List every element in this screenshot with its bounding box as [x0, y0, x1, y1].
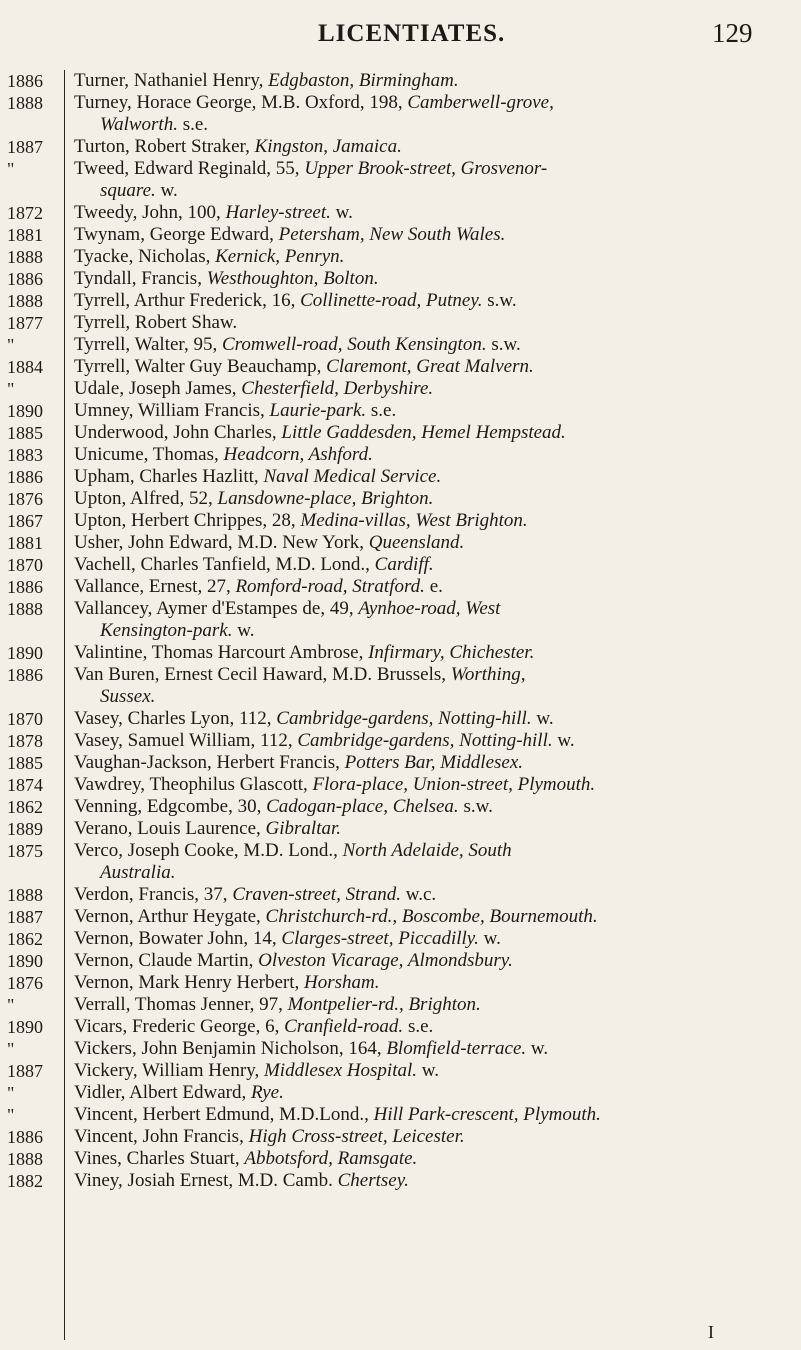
- entry-name: Udale, Joseph James,: [74, 378, 242, 399]
- entry-year: 1889: [7, 819, 43, 839]
- entry-year: 1887: [7, 137, 43, 157]
- entry-address: Cromwell-road, South Kensington.: [221, 334, 487, 355]
- entry-text: [59, 334, 801, 356]
- entry-address: Worthing,: [450, 664, 526, 685]
- entry-year: 1888: [7, 247, 43, 267]
- entry-name: Unicume, Thomas,: [74, 444, 224, 465]
- entry-text: [59, 532, 801, 554]
- entry-address: Petersham, New South Wales.: [278, 224, 506, 245]
- entry-name: Viney, Josiah Ernest, M.D. Camb.: [74, 1170, 338, 1191]
- entry-text: [59, 290, 801, 312]
- entry-address: Romford-road, Stratford.: [235, 576, 425, 597]
- entry-name: Tyrrell, Robert Shaw.: [74, 312, 238, 333]
- entry-continuation: Sussex.: [100, 686, 156, 707]
- entry-name: Verano, Louis Laurence,: [74, 818, 266, 839]
- entry-year: 1886: [7, 665, 43, 685]
- entry-text: [59, 202, 801, 224]
- list-item: [0, 928, 801, 950]
- entry-name: Verdon, Francis, 37,: [74, 884, 233, 905]
- entry-name: Verco, Joseph Cooke, M.D. Lond.,: [74, 840, 343, 861]
- entry-year: 1890: [7, 401, 43, 421]
- list-item: [0, 1148, 801, 1170]
- entry-text: [59, 884, 801, 906]
- entry-year: 1877: [7, 313, 43, 333]
- entry-address: Hill Park-crescent, Plymouth.: [373, 1104, 601, 1125]
- entry-name: Upton, Alfred, 52,: [74, 488, 218, 509]
- list-item: [0, 1016, 801, 1038]
- entry-address: Potters Bar, Middlesex.: [344, 752, 524, 773]
- entry-year: 1867: [7, 511, 43, 531]
- entry-address: High Cross-street, Leicester.: [248, 1126, 465, 1147]
- entry-address: Christchurch-rd., Boscombe, Bournemouth.: [265, 906, 598, 927]
- entry-address: Rye.: [250, 1082, 284, 1103]
- entry-name: Usher, John Edward, M.D. New York,: [74, 532, 369, 553]
- entry-name: Valintine, Thomas Harcourt Ambrose,: [74, 642, 369, 663]
- list-item: [0, 268, 801, 290]
- entry-year: 1862: [7, 797, 43, 817]
- list-item: [0, 356, 801, 378]
- entry-text: [59, 510, 801, 532]
- entry-year: 1886: [7, 71, 43, 91]
- entry-address: Camberwell-grove,: [407, 92, 554, 113]
- entry-district: w.: [330, 202, 353, 223]
- entry-name: Vines, Charles Stuart,: [74, 1148, 245, 1169]
- list-item: [0, 400, 801, 422]
- list-item: [0, 1104, 801, 1126]
- entry-name: Turner, Nathaniel Henry,: [74, 70, 269, 91]
- entry-year: 1884: [7, 357, 43, 377]
- entry-district: s.e.: [403, 1016, 434, 1037]
- entry-text: [59, 1170, 801, 1192]
- list-item: [0, 972, 801, 994]
- entry-name: Vasey, Samuel William, 112,: [74, 730, 298, 751]
- entry-address: Lansdowne-place, Brighton.: [217, 488, 434, 509]
- entry-address: Montpelier-rd., Brighton.: [287, 994, 481, 1015]
- entry-year: 1885: [7, 423, 43, 443]
- entry-text: [59, 1126, 801, 1148]
- entry-address: Cardiff.: [374, 554, 434, 575]
- entry-address: Harley-street.: [225, 202, 331, 223]
- list-item: [0, 488, 801, 510]
- list-item: [0, 70, 801, 92]
- list-item: [0, 224, 801, 246]
- entry-district: s.w.: [486, 334, 521, 355]
- entry-name: Vallance, Ernest, 27,: [74, 576, 236, 597]
- entry-text: [59, 1148, 801, 1170]
- entry-year: 1890: [7, 951, 43, 971]
- entry-name: Vernon, Bowater John, 14,: [74, 928, 282, 949]
- entry-address: Medina-villas, West Brighton.: [300, 510, 528, 531]
- list-item: [0, 950, 801, 972]
- list-item: [0, 466, 801, 488]
- entry-text: [59, 642, 801, 664]
- entry-year: 1886: [7, 577, 43, 597]
- list-item: [0, 708, 801, 730]
- entry-year: ": [7, 1039, 15, 1059]
- entry-year: 1876: [7, 489, 43, 509]
- list-item: [0, 730, 801, 752]
- entry-name: Vincent, John Francis,: [74, 1126, 249, 1147]
- list-item: [0, 158, 801, 202]
- entry-name: Vernon, Claude Martin,: [74, 950, 259, 971]
- entry-district: e.: [424, 576, 443, 597]
- entry-name: Vidler, Albert Edward,: [74, 1082, 251, 1103]
- entry-address: Queensland.: [368, 532, 465, 553]
- entry-address: Cadogan-place, Chelsea.: [266, 796, 459, 817]
- entry-year: 1872: [7, 203, 43, 223]
- entry-name: Verrall, Thomas Jenner, 97,: [74, 994, 288, 1015]
- list-item: [0, 1126, 801, 1148]
- list-item: [0, 312, 801, 334]
- entry-text: [59, 994, 801, 1016]
- entry-year: ": [7, 1105, 15, 1125]
- entry-address: Flora-place, Union-street, Plymouth.: [312, 774, 596, 795]
- entry-address: Collinette-road, Putney.: [300, 290, 483, 311]
- list-item: [0, 334, 801, 356]
- entry-address: Aynhoe-road, West: [358, 598, 501, 619]
- list-item: [0, 510, 801, 532]
- list-item: [0, 576, 801, 598]
- entry-text: [59, 906, 801, 928]
- entry-year: 1886: [7, 1127, 43, 1147]
- entry-text: [59, 246, 801, 268]
- entry-name: Tyndall, Francis,: [74, 268, 207, 289]
- entry-name: Upton, Herbert Chrippes, 28,: [74, 510, 301, 531]
- entry-year: 1875: [7, 841, 43, 861]
- entry-continuation: Walworth. s.e.: [100, 114, 209, 135]
- entry-text: [59, 224, 801, 246]
- entry-year: 1887: [7, 907, 43, 927]
- entry-address: Chesterfield, Derbyshire.: [241, 378, 434, 399]
- running-head: LICENTIATES.: [318, 20, 506, 47]
- entry-year: 1878: [7, 731, 43, 751]
- entry-name: Tweed, Edward Reginald, 55,: [74, 158, 305, 179]
- page-number: 129: [712, 18, 753, 48]
- entry-name: Vincent, Herbert Edmund, M.D.Lond.,: [74, 1104, 374, 1125]
- licentiates-list: [0, 70, 801, 1192]
- entry-district: w.: [478, 928, 501, 949]
- entry-text: [59, 928, 801, 950]
- entry-name: Vallancey, Aymer d'Estampes de, 49,: [74, 598, 359, 619]
- list-item: [0, 202, 801, 224]
- entry-name: Umney, William Francis,: [74, 400, 270, 421]
- entry-address: Laurie-park.: [269, 400, 367, 421]
- entry-text: [59, 1016, 801, 1038]
- entry-text: [59, 422, 801, 444]
- list-item: [0, 378, 801, 400]
- list-item: [0, 752, 801, 774]
- entry-text: [59, 554, 801, 576]
- entry-text: [59, 1082, 801, 1104]
- entry-text: [59, 664, 801, 708]
- entry-text: [59, 840, 801, 884]
- entry-address: Upper Brook-street, Grosvenor-: [304, 158, 548, 179]
- entry-year: 1883: [7, 445, 43, 465]
- entry-name: Vickery, William Henry,: [74, 1060, 264, 1081]
- entry-name: Turton, Robert Straker,: [74, 136, 255, 157]
- list-item: [0, 664, 801, 708]
- page-header: [0, 14, 801, 54]
- entry-name: Turney, Horace George, M.B. Oxford, 198,: [74, 92, 408, 113]
- entry-district: s.e.: [366, 400, 397, 421]
- entry-name: Vickers, John Benjamin Nicholson, 164,: [74, 1038, 387, 1059]
- list-item: [0, 1038, 801, 1060]
- entry-text: [59, 818, 801, 840]
- entry-text: [59, 1060, 801, 1082]
- entry-text: [59, 400, 801, 422]
- list-item: [0, 1082, 801, 1104]
- entry-year: 1876: [7, 973, 43, 993]
- entry-name: Tyacke, Nicholas,: [74, 246, 216, 267]
- entry-name: Twynam, George Edward,: [74, 224, 279, 245]
- list-item: [0, 840, 801, 884]
- entry-year: 1885: [7, 753, 43, 773]
- entry-text: [59, 774, 801, 796]
- list-item: [0, 246, 801, 268]
- entry-year: ": [7, 379, 15, 399]
- list-item: [0, 884, 801, 906]
- list-item: [0, 290, 801, 312]
- entry-address: Infirmary, Chichester.: [368, 642, 535, 663]
- entry-name: Venning, Edgcombe, 30,: [74, 796, 267, 817]
- entry-district: w.: [417, 1060, 440, 1081]
- entry-address: Gibraltar.: [265, 818, 342, 839]
- entry-name: Tyrrell, Walter Guy Beauchamp,: [74, 356, 327, 377]
- entry-year: 1890: [7, 1017, 43, 1037]
- entry-address: Cambridge-gardens, Notting-hill.: [276, 708, 532, 729]
- entry-year: ": [7, 995, 15, 1015]
- list-item: [0, 532, 801, 554]
- entry-address: Kernick, Penryn.: [215, 246, 345, 267]
- entry-name: Tyrrell, Walter, 95,: [74, 334, 222, 355]
- list-item: [0, 444, 801, 466]
- entry-name: Upham, Charles Hazlitt,: [74, 466, 264, 487]
- entry-year: 1890: [7, 643, 43, 663]
- entry-address: Cranfield-road.: [284, 1016, 404, 1037]
- entry-year: 1888: [7, 599, 43, 619]
- entry-year: 1870: [7, 555, 43, 575]
- entry-year: 1870: [7, 709, 43, 729]
- list-item: [0, 1060, 801, 1082]
- entry-address: Horsham.: [304, 972, 380, 993]
- entry-name: Vasey, Charles Lyon, 112,: [74, 708, 277, 729]
- entry-year: 1887: [7, 1061, 43, 1081]
- entry-name: Tweedy, John, 100,: [74, 202, 226, 223]
- entry-name: Underwood, John Charles,: [74, 422, 282, 443]
- entry-year: 1862: [7, 929, 43, 949]
- entry-address: Edgbaston, Birmingham.: [268, 70, 459, 91]
- entry-text: [59, 466, 801, 488]
- entry-text: [59, 752, 801, 774]
- list-item: [0, 1170, 801, 1192]
- entry-district: w.: [526, 1038, 549, 1059]
- entry-address: Olveston Vicarage, Almondsbury.: [258, 950, 513, 971]
- entry-address: Cambridge-gardens, Notting-hill.: [297, 730, 553, 751]
- entry-text: [59, 598, 801, 642]
- entry-continuation: square. w.: [100, 180, 178, 201]
- entry-year: ": [7, 1083, 15, 1103]
- entry-text: [59, 1038, 801, 1060]
- entry-text: [59, 1104, 801, 1126]
- entry-year: 1874: [7, 775, 43, 795]
- entry-text: [59, 70, 801, 92]
- entry-district: w.c.: [401, 884, 437, 905]
- entry-address: Middlesex Hospital.: [263, 1060, 418, 1081]
- entry-district: s.w.: [458, 796, 493, 817]
- entry-year: 1881: [7, 225, 43, 245]
- entry-year: ": [7, 159, 15, 179]
- entry-year: 1888: [7, 93, 43, 113]
- list-item: [0, 906, 801, 928]
- entry-address: North Adelaide, South: [342, 840, 512, 861]
- entry-address: Chertsey.: [337, 1170, 409, 1191]
- entry-text: [59, 972, 801, 994]
- entry-address: Claremont, Great Malvern.: [326, 356, 534, 377]
- entry-address: Little Gaddesden, Hemel Hempstead.: [281, 422, 566, 443]
- entry-year: 1888: [7, 885, 43, 905]
- list-item: [0, 774, 801, 796]
- list-item: [0, 818, 801, 840]
- list-item: [0, 642, 801, 664]
- entry-year: 1888: [7, 291, 43, 311]
- entry-address: Westhoughton, Bolton.: [206, 268, 379, 289]
- entry-name: Tyrrell, Arthur Frederick, 16,: [74, 290, 301, 311]
- entry-text: [59, 92, 801, 136]
- entry-text: [59, 312, 801, 334]
- list-item: [0, 554, 801, 576]
- list-item: [0, 422, 801, 444]
- entry-address: Abbotsford, Ramsgate.: [244, 1148, 418, 1169]
- entry-name: Vaughan-Jackson, Herbert Francis,: [74, 752, 345, 773]
- entry-address: Blomfield-terrace.: [386, 1038, 527, 1059]
- entry-district: w.: [552, 730, 575, 751]
- list-item: [0, 136, 801, 158]
- entry-text: [59, 576, 801, 598]
- entry-text: [59, 708, 801, 730]
- entry-continuation: Kensington-park. w.: [100, 620, 255, 641]
- entry-district: s.w.: [482, 290, 517, 311]
- entry-year: 1888: [7, 1149, 43, 1169]
- entry-text: [59, 378, 801, 400]
- list-item: [0, 994, 801, 1016]
- entry-text: [59, 488, 801, 510]
- entry-text: [59, 730, 801, 752]
- entry-name: Van Buren, Ernest Cecil Haward, M.D. Brussels,: [74, 664, 451, 685]
- entry-text: [59, 356, 801, 378]
- entry-text: [59, 796, 801, 818]
- entry-name: Vernon, Mark Henry Herbert,: [74, 972, 305, 993]
- entry-year: ": [7, 335, 15, 355]
- entry-text: [59, 136, 801, 158]
- entry-address: Kingston, Jamaica.: [254, 136, 402, 157]
- entry-district: w.: [531, 708, 554, 729]
- entry-year: 1882: [7, 1171, 43, 1191]
- entry-name: Vawdrey, Theophilus Glascott,: [74, 774, 313, 795]
- entry-text: [59, 444, 801, 466]
- list-item: [0, 598, 801, 642]
- entry-name: Vachell, Charles Tanfield, M.D. Lond.,: [74, 554, 375, 575]
- entry-address: Craven-street, Strand.: [232, 884, 402, 905]
- entry-address: Clarges-street, Piccadilly.: [281, 928, 479, 949]
- signature-mark: I: [708, 1322, 714, 1342]
- entry-year: 1886: [7, 467, 43, 487]
- entry-text: [59, 950, 801, 972]
- list-item: [0, 92, 801, 136]
- entry-address: Headcorn, Ashford.: [223, 444, 373, 465]
- entry-address: Naval Medical Service.: [263, 466, 442, 487]
- list-item: [0, 796, 801, 818]
- entry-name: Vernon, Arthur Heygate,: [74, 906, 266, 927]
- entry-year: 1886: [7, 269, 43, 289]
- entry-continuation: Australia.: [100, 862, 176, 883]
- entry-year: 1881: [7, 533, 43, 553]
- entry-name: Vicars, Frederic George, 6,: [74, 1016, 285, 1037]
- entry-text: [59, 268, 801, 290]
- entry-text: [59, 158, 801, 202]
